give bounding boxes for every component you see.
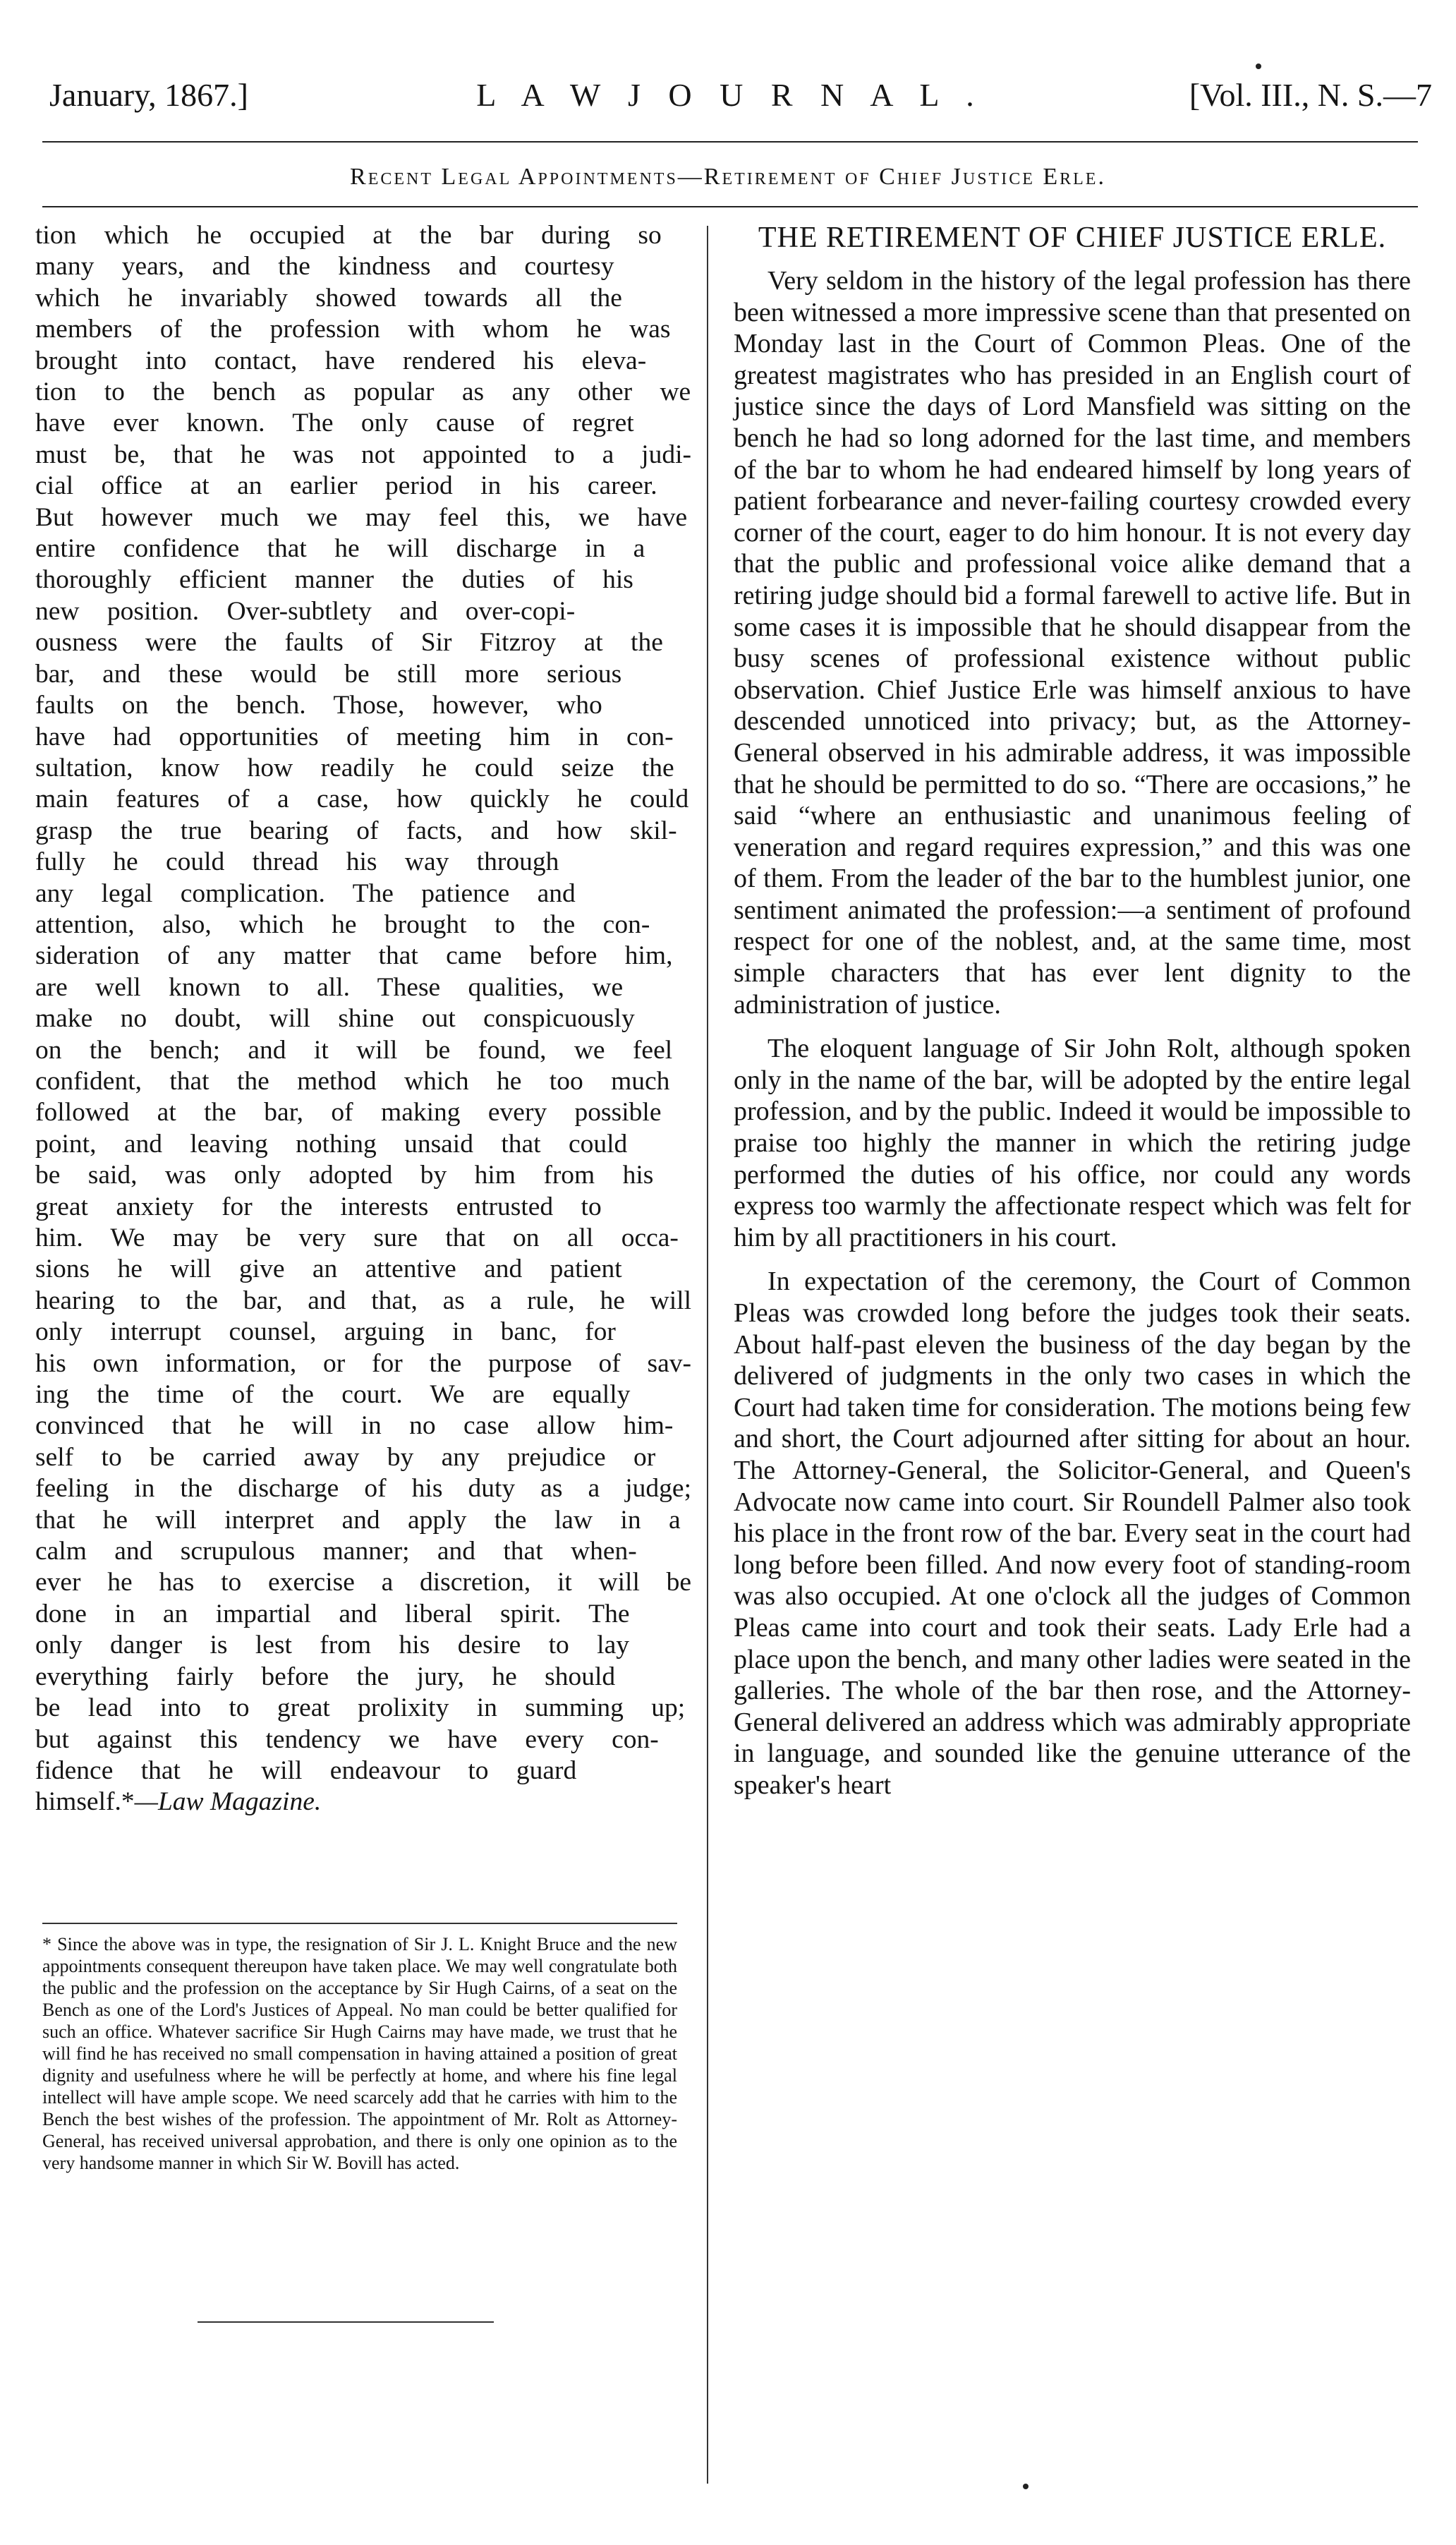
text-line: have ever known. The only cause of regret (35, 409, 634, 438)
text-line: be lead into to great prolixity in summing up; (35, 1693, 686, 1723)
text-line: sions he will give an attentive and patient (35, 1255, 622, 1284)
text-line: bar, and these would be still more serious (35, 659, 622, 689)
text-line: confident, that the method which he too much (35, 1066, 670, 1096)
text-line: ing the time of the court. We are equally (35, 1380, 631, 1410)
text-line: himself.*—Law Magazine. (35, 1787, 322, 1817)
text-line: be said, was only adopted by him from his (35, 1161, 654, 1190)
header-rule (42, 141, 1418, 143)
right-column (734, 220, 1411, 1814)
left-column (35, 220, 691, 1818)
text-line: calm and scrupulous manner; and that when- (35, 1537, 637, 1566)
text-line: self to be carried away by any prejudice or (35, 1442, 656, 1472)
text-line: followed at the bar, of making every possible (35, 1098, 662, 1128)
print-mark (1023, 2484, 1029, 2489)
text-line: on the bench; and it will be found, we feel (35, 1035, 673, 1065)
text-line: convinced that he will in no case allow him- (35, 1411, 674, 1441)
text-line: fidence that he will endeavour to guard (35, 1755, 577, 1785)
text-line: faults on the bench. Those, however, who (35, 691, 602, 720)
text-line: great anxiety for the interests entrusted to (35, 1192, 602, 1221)
text-line: sideration of any matter that came before him, (35, 941, 673, 971)
column-divider (707, 226, 708, 2484)
text-line: tion which he occupied at the bar during so (35, 221, 662, 250)
text-line: new position. Over-subtlety and over-copi- (35, 596, 576, 626)
issue-date: January, 1867.] (49, 77, 248, 113)
subheader-rule (42, 206, 1418, 207)
text-line: everything fairly before the jury, he should (35, 1662, 616, 1691)
text-line: make no doubt, will shine out conspicuously (35, 1004, 635, 1034)
text-line: must be, that he was not appointed to a judi- (35, 440, 691, 469)
text-line: sultation, know how readily he could seize the (35, 753, 674, 782)
volume-number: [Vol. III., N. S.—7 (1189, 77, 1432, 113)
footnote-rule (42, 1923, 677, 1924)
text-line: main features of a case, how quickly he could (35, 785, 689, 814)
text-line: tion to the bench as popular as any other we (35, 377, 691, 407)
article-paragraph: In expectation of the ceremony, the Court of Common Pleas was crowded long before the judges took their seats. About half-past eleven the business of the day began by the delivered of judgments in the only two cases in which the Court had taken time for consideration. The motions being few and short, the Court adjourned after sitting for about an hour. The Attorney-General, the Solicitor-General, and Queen's Advocate now came into court. Sir Roundell Palmer also took his place in the front row of the bar. Every seat in the court had long before been filled. And now every foot of standing-room was also occupied. At one o'clock all the judges of Common Pleas came into court and took their seats. Lady Erle had a place upon the bench, and many other ladies were seated in the galleries. The whole of the bar then rose, and the Attorney-General delivered an address which was admirably appropriate in language, and sounded like the genuine utterance of the speaker's heart (734, 1267, 1411, 1800)
text-line: which he invariably showed towards all the (35, 283, 622, 313)
print-mark (1256, 64, 1261, 69)
text-line: only interrupt counsel, arguing in banc, for (35, 1317, 616, 1347)
source-citation: —Law Magazine. (134, 1787, 322, 1817)
journal-title: L A W J O U R N A L . (476, 77, 984, 113)
text-line: done in an impartial and liberal spirit. The (35, 1599, 630, 1628)
text-line: ousness were the faults of Sir Fitzroy at the (35, 628, 663, 658)
text-line: many years, and the kindness and courtesy (35, 252, 614, 282)
text-line: him. We may be very sure that on all occa- (35, 1223, 679, 1252)
text-line: but against this tendency we have every con- (35, 1724, 659, 1754)
article-heading: THE RETIREMENT OF CHIEF JUSTICE ERLE. (758, 222, 1387, 254)
text-line: entire confidence that he will discharge in a (35, 534, 645, 564)
text-line: brought into contact, have rendered his eleva- (35, 346, 647, 375)
text-line: feeling in the discharge of his duty as a judge; (35, 1474, 691, 1504)
text-line: But however much we may feel this, we have (35, 502, 688, 532)
text-line: have had opportunities of meeting him in con- (35, 722, 674, 751)
column-end-rule (198, 2321, 494, 2323)
text-line: grasp the true bearing of facts, and how skil- (35, 816, 677, 845)
text-line: attention, also, which he brought to the con- (35, 909, 650, 939)
text-line: hearing to the bar, and that, as a rule, he will (35, 1286, 691, 1315)
text-line: members of the profession with whom he was (35, 315, 671, 344)
text-line: only danger is lest from his desire to lay (35, 1631, 629, 1660)
section-subheader: Recent Legal Appointments—Retirement of Chief Justice Erle. (350, 164, 1106, 190)
text-line: are well known to all. These qualities, we (35, 972, 624, 1002)
text-line: his own information, or for the purpose of sav- (35, 1348, 691, 1378)
article-paragraph: The eloquent language of Sir John Rolt, although spoken only in the name of the bar, will be adopted by the entire legal profession, and by the public. Indeed it would be impossible to praise too highly the manner in which the retiring judge performed the duties of his office, nor could any words express too warmly the affectionate respect which was felt for him by all practitioners in his court. (734, 1034, 1411, 1252)
article-paragraph: Very seldom in the history of the legal profession has there been witnessed a more impressive scene than that presented on Monday last in the Court of Common Pleas. One of the greatest magistrates who has presided in an English court of justice since the days of Lord Mansfield was sitting on the bench he had so long adorned for the last time, and members of the bar to whom he had endeared himself by long years of patient forbearance and never-failing courtesy crowded every corner of the court, eager to do him honour. It is not every day that the public and professional voice alike demand that a retiring judge should bid a formal farewell to active life. But in some cases it is impossible that he should disappear from the busy scenes of professional existence without public observation. Chief Justice Erle was himself anxious to have descended unnoticed into privacy; but, as the Attorney-General observed in his admirable address, it was impossible that he should be permitted to do so. “There are occasions,” he said “where an enthusiastic and unanimous feeling of veneration and regard requires expression,” and this was one of them. From the leader of the bar to the humblest junior, one sentiment animated the profession:—a sentiment of profound respect for one of the noblest, and, at the same time, most simple characters that has ever lent dignity to the administration of justice. (734, 266, 1411, 1020)
text-line: that he will interpret and apply the law in a (35, 1505, 681, 1535)
text-line: any legal complication. The patience and (35, 878, 576, 908)
text-line: cial office at an earlier period in his career. (35, 471, 657, 501)
text-line: point, and leaving nothing unsaid that could (35, 1129, 628, 1159)
text-line: ever he has to exercise a discretion, it will be (35, 1568, 691, 1597)
text-line: fully he could thread his way through (35, 847, 559, 877)
page-header (28, 76, 1432, 133)
footnote: * Since the above was in type, the resignation of Sir J. L. Knight Bruce and the new appointments consequent thereupon have taken place. We may well congratulate both the public and the profession on the acceptance by Sir Hugh Cairns, of a seat on the Bench as one of the Lord's Justices of Appeal. No man could be better qualified for such an office. Whatever sacrifice Sir Hugh Cairns may have made, we trust that he will find he has received no small compensation in having attained a position of great dignity and usefulness where he will be perfectly at home, and where his fine legal intellect will have ample scope. We need scarcely add that he carries with him to the Bench the best wishes of the profession. The appointment of Mr. Rolt as Attorney-General, has received universal approbation, and there is only one opinion as to the very handsome manner in which Sir W. Bovill has acted. (42, 1934, 677, 2173)
text-line: thoroughly efficient manner the duties of his (35, 565, 633, 595)
